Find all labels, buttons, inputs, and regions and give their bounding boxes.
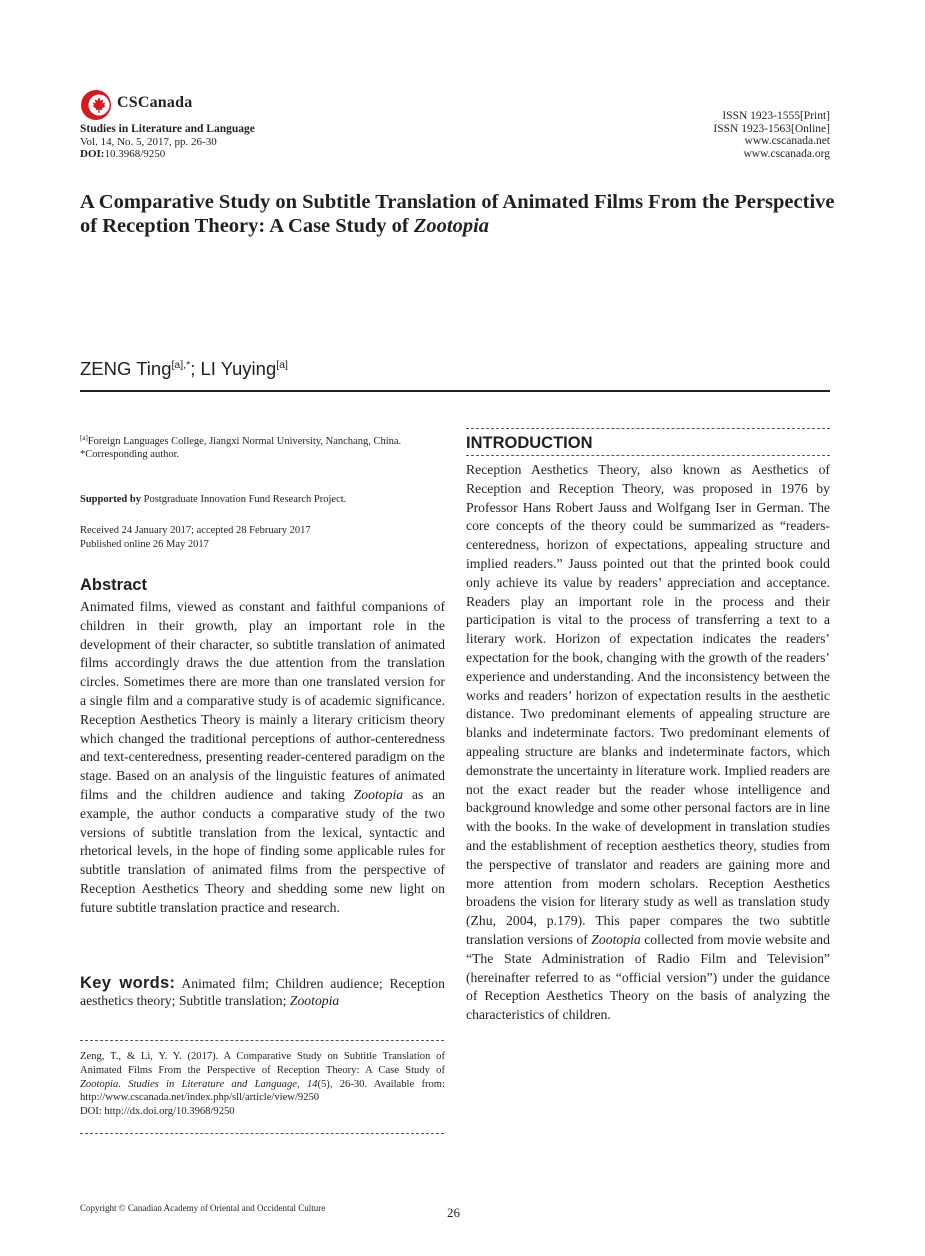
intro-top-rule: [466, 428, 830, 429]
issn-block: [713, 110, 830, 160]
article-title-italic: Zootopia: [413, 215, 490, 237]
article-title-main: A Comparative Study on Subtitle Translation of Animated Films From the Perspective of Reception Theory: A Case Study of: [80, 191, 835, 237]
doi-label: DOI:: [80, 148, 105, 160]
abstract-heading: Abstract: [80, 576, 147, 594]
citation-part-1: Zeng, T., & Li, Y. Y. (2017). A Comparative Study on Subtitle Translation of Animated Films From the Perspective of Reception Theory: A Case Study of: [80, 1051, 445, 1076]
author-2-affil: [a]: [276, 359, 288, 371]
doi-line: [80, 148, 255, 161]
abstract-text-2: as an example, the author conducts a comparative study of the two versions of subtitle translation from the lexical, syntactic and rhetorical levels, in the hope of finding some applicable rules for subtitle translation of animated films from the perspective of Reception Aesthetics Theory and shedding some new light on future subtitle translation practice and research.: [80, 786, 446, 915]
funding-text: Postgraduate Innovation Fund Research Project.: [140, 494, 347, 505]
copyright-notice: Copyright © Canadian Academy of Oriental and Occidental Culture: [80, 1203, 326, 1213]
issn-print: ISSN 1923-1555[Print]: [722, 110, 830, 122]
author-separator: ;: [190, 358, 201, 379]
citation-block: [80, 1050, 445, 1119]
cscanada-maple-icon: [80, 89, 114, 121]
keywords-italic: Zootopia: [289, 993, 340, 1008]
article-dates: [80, 524, 445, 551]
citation-journal-italic: Studies in Literature and Language, 14: [128, 1078, 318, 1090]
affiliation: [80, 432, 445, 449]
issn-online: ISSN 1923-1563[Online]: [713, 122, 830, 135]
keywords: [80, 975, 445, 1009]
website-net[interactable]: www.cscanada.net: [744, 135, 830, 148]
citation-bottom-rule: [80, 1133, 444, 1134]
citation-part-3[interactable]: (5), 26-30. Available from: http://www.cscanada.net/index.php/sll/article/view/9250: [80, 1078, 445, 1104]
affiliation-block: [80, 432, 445, 462]
corresponding-author: *Corresponding author.: [80, 448, 180, 460]
page-number: 26: [447, 1205, 460, 1220]
article-title: [80, 190, 840, 238]
citation-doi[interactable]: DOI: http://dx.doi.org/10.3968/9250: [80, 1106, 235, 1118]
introduction-heading: INTRODUCTION: [466, 434, 593, 452]
introduction-text: [466, 461, 830, 1025]
affiliation-marker: [a]: [80, 434, 88, 442]
received-date: Received 24 January 2017; accepted 28 February 2017: [80, 525, 311, 536]
author-1: ZENG Ting: [80, 358, 172, 379]
introduction-text-2: collected from movie website and “The State Administration of Radio Film and Television” (hereinafter referred to as “official version”) under the guidance of Reception Aesthetics Theory on the basis of analyzing the characteristics of children.: [466, 931, 830, 1023]
introduction-text-1: Reception Aesthetics Theory, also known as Aesthetics of Reception and Reception Theory, was proposed in 1976 by Professor Hans Robert Jauss and Wolfgang Iser in German. The core concepts of the theory could be summarized as “readers-centeredness, horizon of expectations, appealing structure and implied readers.” Jauss pointed out that the printed book could only achieve its value by readers’ appreciation and acceptance. Readers play an important role in the process and their participation is vital to the process of transferring a text to a literary work. Horizon of expectation indicates the readers’ expectation for the book, changing with the growth of the readers’ experience and understanding. And the inconsistency between the works and readers’ horizon of expectation results in the aesthetic distance. Two predominant elements of appealing structure are blanks and indeterminate factors. Two predominant elements of appealing structure are blanks and indeterminate factors, which demonstrate the uncertainty in literature work. Implied readers are not the exact reader but the reader whose intelligence and background knowledge and some other personal factors are in line with the books. In the wake of development in translation studies and the establishment of reception aesthetics theory, studies from the perspective of translator and readers are gaining more and more attention from modern scholars. Reception Aesthetics broadens the vision for literary study as well as translation study (Zhu, 2004, p.179). This paper compares the two subtitle translation versions of: [466, 462, 830, 947]
journal-name: Studies in Literature and Language: [80, 123, 255, 135]
keywords-heading: Key words:: [80, 974, 176, 992]
author-1-affil: [a],*: [171, 359, 191, 371]
publisher-name: CSCanada: [117, 94, 193, 111]
abstract-text-1: Animated films, viewed as constant and faithful companions of children in their growth, play an important role in the development of their character, so subtitle translation of animated films accordingly draws the due attention from the translation circles. Sometimes there are more than one translated version for a single film and a comparative study is of academic significance. Reception Aesthetics Theory is mainly a literary criticism theory which changed the traditional perceptions of author-centeredness and text-centeredness, presenting reader-centered paradigm on the stage. Based on an analysis of the linguistic features of animated films and the children audience and taking: [80, 599, 445, 802]
citation-part-2: .: [118, 1078, 129, 1090]
publisher-logo: [80, 89, 220, 121]
introduction-italic: Zootopia: [591, 931, 641, 947]
keywords-text: Animated film; Children audience; Reception aesthetics theory; Subtitle translation;: [80, 976, 445, 1008]
abstract-italic: Zootopia: [353, 786, 404, 802]
website-org[interactable]: www.cscanada.org: [743, 147, 830, 160]
volume-info: Vol. 14, No. 5, 2017, pp. 26-30: [80, 135, 217, 148]
citation-top-rule: [80, 1040, 444, 1041]
author-2: LI Yuying: [200, 358, 277, 379]
author-line: [80, 358, 288, 380]
published-date: Published online 26 May 2017: [80, 538, 209, 550]
funding-note: [80, 494, 445, 505]
doi-value[interactable]: 10.3968/9250: [104, 148, 166, 160]
intro-heading-rule: [466, 455, 830, 456]
abstract-text: [80, 598, 445, 918]
title-divider: [80, 390, 830, 392]
journal-info: [80, 123, 255, 161]
citation-title-italic: Zootopia: [80, 1078, 119, 1090]
affiliation-text: Foreign Languages College, Jiangxi Normal University, Nanchang, China.: [87, 436, 402, 447]
funding-label: Supported by: [80, 494, 141, 505]
